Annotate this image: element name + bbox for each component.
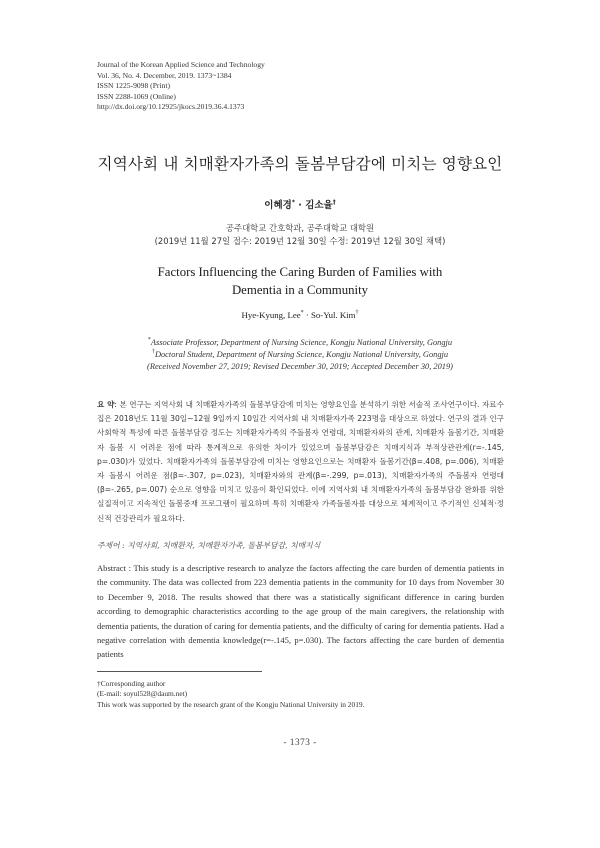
korean-affiliation xyxy=(0,222,600,248)
affiliation-mark: † xyxy=(151,349,155,356)
author-name: So-Yul. Kim xyxy=(310,310,356,320)
corresponding-author: Corresponding author xyxy=(100,679,166,688)
author-name: 이혜경 xyxy=(264,200,292,211)
page-number: - 1373 - xyxy=(283,738,317,748)
english-affiliation xyxy=(0,337,600,373)
english-title-line: Factors Influencing the Caring Burden of Families with xyxy=(157,265,443,279)
english-abstract-text: : This study is a descriptive research to analyze the factors affecting the care burden of dementia patients in the community. The data was collected from 223 dementia patients in the community for 10 days from November 30 to December 9, 2018. The results showed that there was a statistically significant difference in caring burden according to demographic characteristics according to the age group of the main caregivers, the relationship with dementia patients, the duration of caring for dementia patients, and the difficulty of caring for dementia patients. Had a negative correlation with dementia knowledge(r=-.145, p=.030). The factors affecting the care burden of dementia patients xyxy=(97,563,505,660)
footnotes xyxy=(97,679,364,710)
issn-online: ISSN 2288-1069 (Online) xyxy=(97,91,176,101)
author-name: 김소율 xyxy=(305,200,333,211)
affiliation-line: Associate Professor, Department of Nursing Science, Kongju National University, Gongju xyxy=(150,338,453,347)
journal-name: Journal of the Korean Applied Science and Technology xyxy=(97,60,265,69)
author-mark: * xyxy=(291,198,295,206)
received-dates: (Received November 27, 2019; Revised December 30, 2019; Accepted December 30, 2019) xyxy=(147,362,453,371)
journal-volume: Vol. 36, No. 4. December, 2019. 1373~1384 xyxy=(97,70,232,80)
author-mark: † xyxy=(355,310,359,317)
korean-abstract-label: 요 약 xyxy=(97,400,115,409)
submission-dates: (2019년 11월 27일 접수: 2019년 12월 30일 수정: 2019년 12월 30일 채택) xyxy=(154,236,446,246)
affiliation-line: Doctoral Student, Department of Nursing Science, Kongju National University, Gongju xyxy=(154,350,449,359)
footnote-mark: † xyxy=(97,679,101,688)
english-title xyxy=(0,264,600,299)
affiliation-institution: 공주대학교 간호학과, 공주대학교 대학원 xyxy=(225,223,375,233)
author-name: Hye-Kyung, Lee xyxy=(241,310,301,320)
issn-print: ISSN 1225-9098 (Print) xyxy=(97,81,170,91)
english-authors xyxy=(0,310,600,320)
korean-keywords: 주제어 : 지역사회, 치매환자, 치매환자가족, 돌봄부담감, 치매지식 xyxy=(97,541,321,550)
korean-title: 지역사회 내 치매환자가족의 돌봄부담감에 미치는 영향요인 xyxy=(97,155,503,173)
doi-link[interactable]: http://dx.doi.org/10.12925/jkocs.2019.36.4.1373 xyxy=(97,102,245,112)
corresponding-email[interactable]: (E-mail: soyul528@daum.net) xyxy=(97,689,188,699)
english-abstract xyxy=(97,561,504,662)
author-separator: · xyxy=(305,310,309,320)
affiliation-mark: * xyxy=(147,337,151,344)
korean-abstract-text: : 본 연구는 지역사회 내 치매환자가족의 돌봄부담감에 미치는 영향요인을 분석하기 위한 서술적 조사연구이다. 자료수집은 2018년도 11월 30일~12월 9일까지 10일간 지역사회 내 치매환자가족 223명을 대상으로 하였다. 연구의 결과 인구사회학적 특성에 따른 돌봄부담감 정도는 치매환자가족의 주돌봄자 연령대, 치매환자와의 관계, 치매환자 돌봄기간, 치매환자 돌봄 시 어려운 점에 따라 통계적으로 유의한 차이가 있었으며 돌봄부담감은 치매지식과 부적상관관계(r=-.145, p=.030)가 있었다. 치매환자가족의 돌봄부담감에 미치는 영향요인으로는 치매환자 돌봄기간(β=.408, p=.006), 치매환자 돌봄시 어려운 점(β=-.307, p=.023), 치매환자와의 관계(β=-.299, p=.013), 치매환자가족의 주돌봄자 연령대(β=-.265, p=.007) 순으로 영향을 미치고 있음이 확인되었다. 이에 지역사회 내 치매환자가족의 돌봄부담감 완화를 위한 실질적이고 지속적인 돌봄중재 프로그램이 필요하며 특히 치매환자 가족돌봄자를 대상으로 체계적이고 주기적인 신체적·정신적 건강관리가 필요하다. xyxy=(97,400,504,523)
english-abstract-label: Abstract xyxy=(97,563,126,573)
funding-note: This work was supported by the research grant of the Kongju National University in 2019. xyxy=(97,699,365,709)
author-separator: · xyxy=(298,200,302,211)
author-mark: † xyxy=(332,198,336,206)
author-mark: * xyxy=(300,310,304,317)
footnote-divider xyxy=(97,671,262,672)
journal-info xyxy=(97,60,265,113)
english-title-line: Dementia in a Community xyxy=(231,282,369,297)
korean-abstract xyxy=(97,398,504,526)
korean-authors xyxy=(0,197,600,211)
